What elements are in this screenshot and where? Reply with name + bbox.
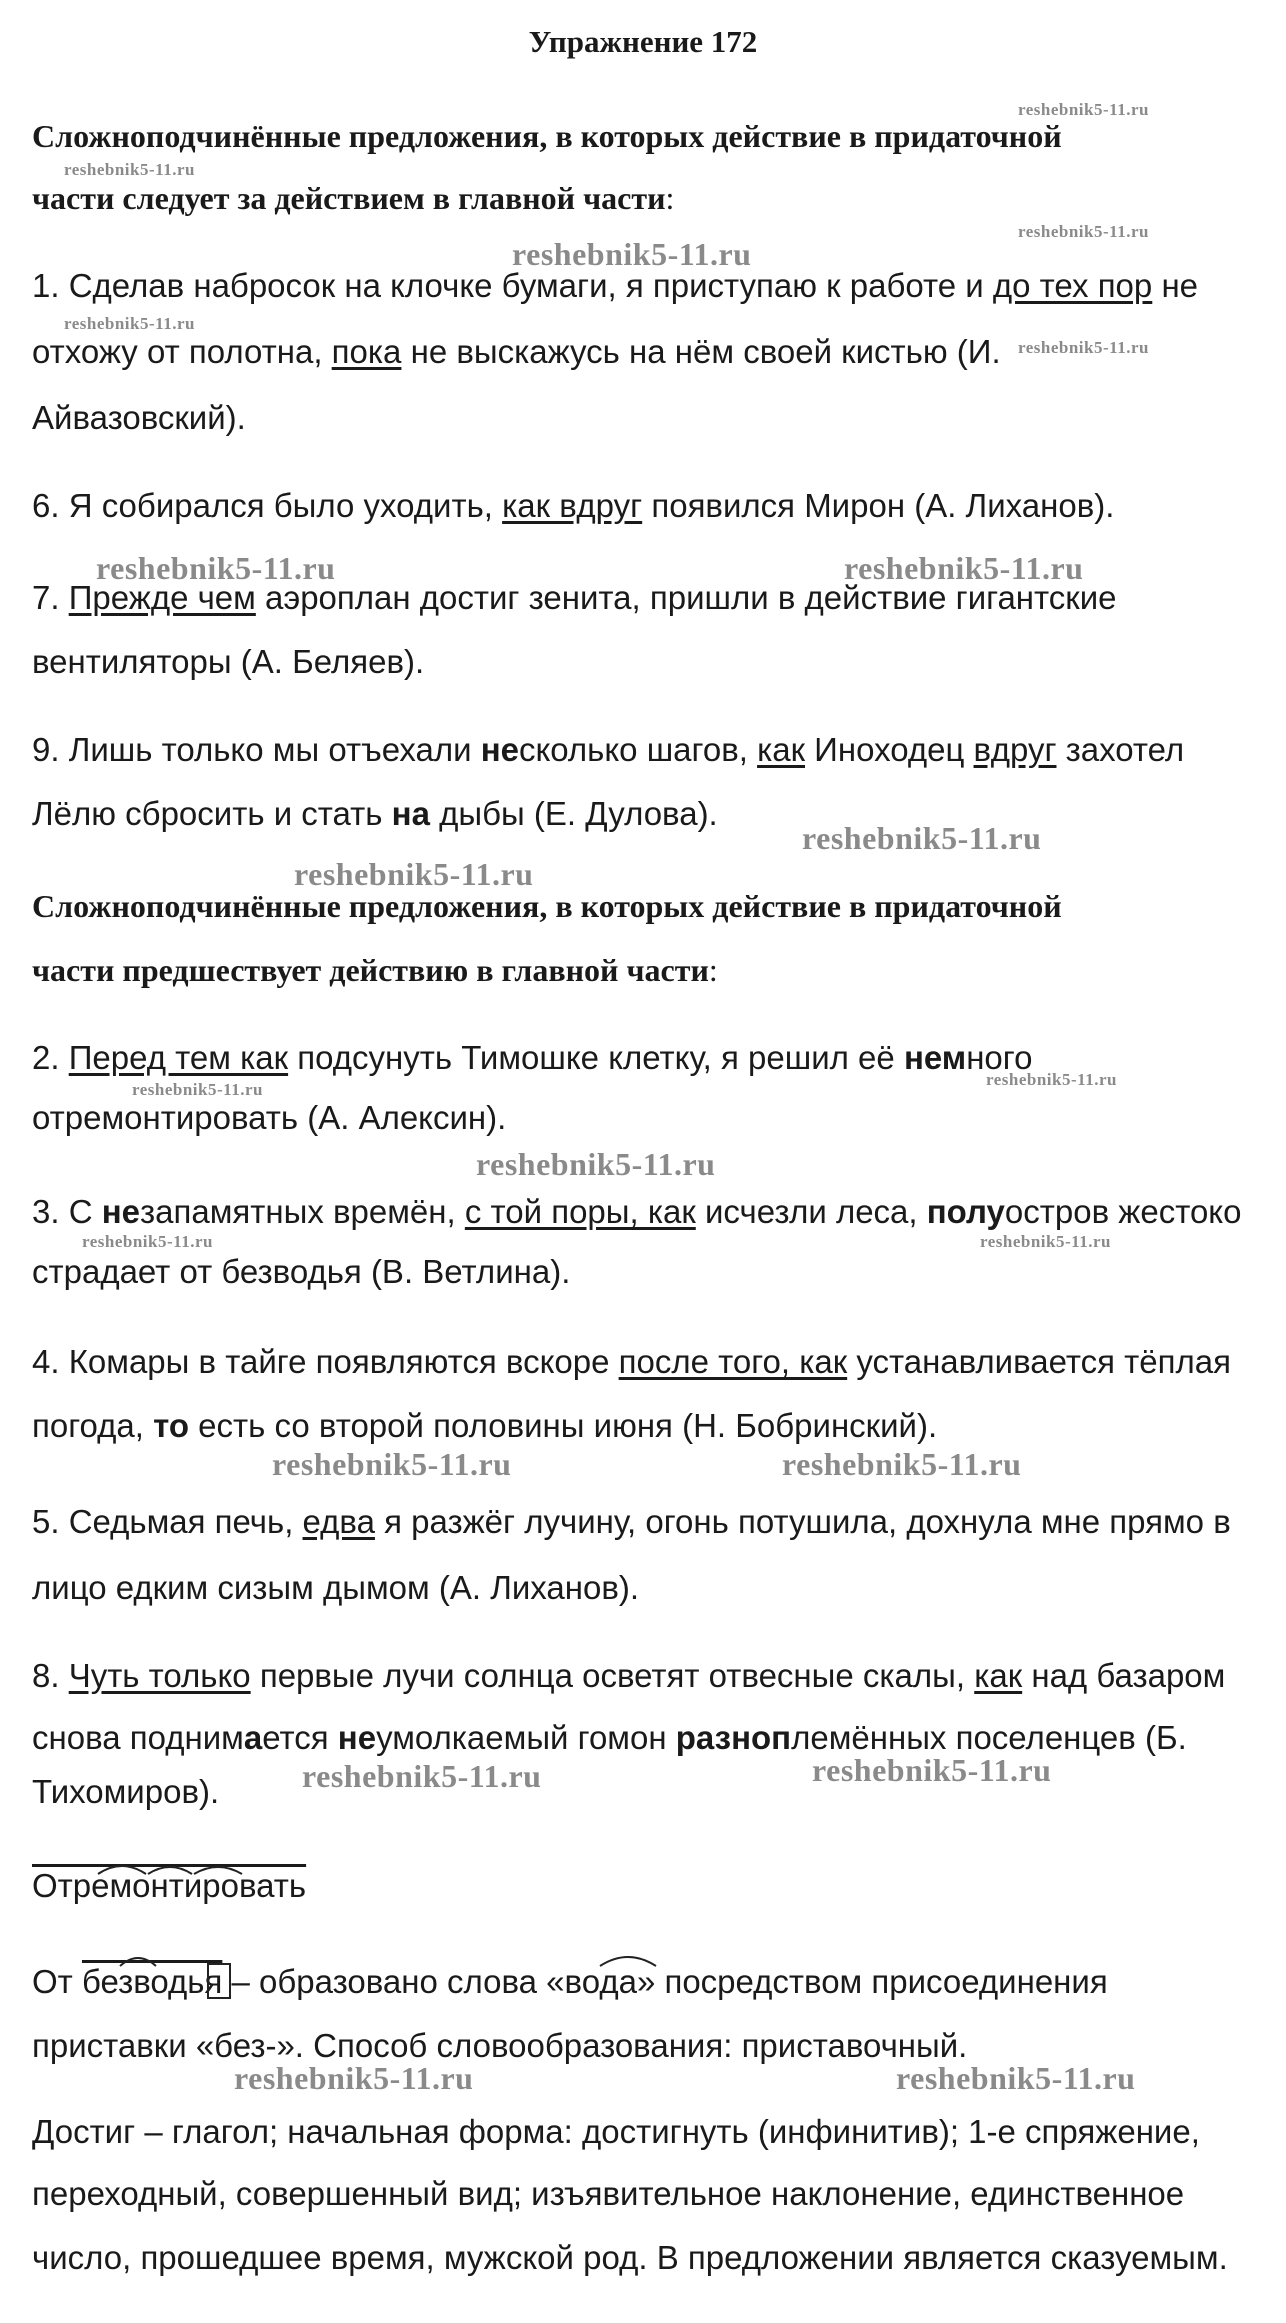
bold-text: не bbox=[101, 1193, 140, 1230]
text: 4. Комары в тайге появляются вскоре bbox=[32, 1343, 619, 1380]
text: 3. С bbox=[32, 1193, 102, 1230]
sentence-1-line2 bbox=[32, 332, 1001, 372]
sentence-9-line2 bbox=[32, 794, 718, 834]
conjunction: пока bbox=[331, 333, 402, 370]
watermark: reshebnik5-11.ru bbox=[96, 550, 336, 586]
sentence-7-line1 bbox=[32, 578, 1117, 618]
text: 1. Сделав набросок на клочке бумаги, я приступаю к работе и bbox=[32, 267, 993, 304]
watermark: reshebnik5-11.ru bbox=[812, 1752, 1052, 1788]
bezvodya-line1 bbox=[32, 1962, 1108, 2002]
watermark: reshebnik5-11.ru bbox=[302, 1758, 542, 1794]
section2-heading-line2 bbox=[32, 950, 718, 990]
text: подсунуть Тимошке клетку, я решил её bbox=[288, 1039, 904, 1076]
watermark: reshebnik5-11.ru bbox=[294, 856, 534, 892]
watermark: reshebnik5-11.ru bbox=[896, 2060, 1136, 2096]
watermark: reshebnik5-11.ru bbox=[512, 236, 752, 272]
text: остров жестоко bbox=[1004, 1193, 1242, 1230]
text: аэроплан достиг зенита, пришли в действие гигантские bbox=[255, 579, 1117, 616]
bold-text: а bbox=[243, 1719, 263, 1756]
sentence-8-line2 bbox=[32, 1718, 1187, 1758]
text: лемённых поселенцев (Б. bbox=[791, 1719, 1187, 1756]
conjunction: после того, как bbox=[618, 1343, 848, 1380]
analyzed-word: Отремонтировать bbox=[32, 1867, 307, 1904]
section2-heading-colon: : bbox=[708, 952, 718, 988]
sentence-5-line2: лицо едким сизым дымом (А. Лиханов). bbox=[32, 1569, 640, 1606]
text: 9. Лишь только мы отъехали bbox=[32, 731, 481, 768]
bold-text: на bbox=[391, 795, 430, 832]
text: умолкаемый гомон bbox=[376, 1719, 676, 1756]
section1-heading-line2 bbox=[32, 178, 674, 218]
watermark: reshebnik5-11.ru bbox=[802, 820, 1042, 856]
text: Иноходец bbox=[805, 731, 974, 768]
analyzed-word: безводья bbox=[81, 1963, 223, 2000]
text: исчезли леса, bbox=[695, 1193, 927, 1230]
sentence-9-line1 bbox=[32, 730, 1184, 770]
dostig-line2: переходный, совершенный вид; изъявительное наклонение, единственное bbox=[32, 2175, 1185, 2212]
watermark: reshebnik5-11.ru bbox=[782, 1446, 1022, 1482]
text: погода, bbox=[32, 1407, 154, 1444]
watermark: reshebnik5-11.ru bbox=[1018, 338, 1149, 357]
conjunction: Перед тем как bbox=[68, 1039, 289, 1076]
watermark: reshebnik5-11.ru bbox=[476, 1146, 716, 1182]
bold-text: не bbox=[337, 1719, 377, 1756]
sentence-8-line1 bbox=[32, 1656, 1225, 1696]
section2-heading-line1: Сложноподчинённые предложения, в которых действие в придаточной bbox=[32, 888, 1062, 924]
watermark: reshebnik5-11.ru bbox=[1018, 100, 1149, 119]
text: » посредством присоединения bbox=[636, 1963, 1108, 2000]
text: – образовано слова « bbox=[222, 1963, 565, 2000]
conjunction: Чуть только bbox=[68, 1657, 251, 1694]
source-word: вода bbox=[564, 1963, 637, 2000]
sentence-8-line3: Тихомиров). bbox=[32, 1773, 220, 1810]
sentence-3-line1 bbox=[32, 1192, 1241, 1232]
text: Лёлю сбросить и стать bbox=[32, 795, 392, 832]
sentence-6 bbox=[32, 486, 1114, 526]
watermark: reshebnik5-11.ru bbox=[64, 314, 195, 333]
text: не bbox=[1152, 267, 1199, 304]
section1-heading-text: части следует за действием в главной части bbox=[32, 180, 666, 216]
text: 8. bbox=[32, 1657, 69, 1694]
text: захотел bbox=[1056, 731, 1185, 768]
conjunction: Прежде чем bbox=[68, 579, 256, 616]
page-title: Упражнение 172 bbox=[528, 24, 758, 59]
text: 7. bbox=[32, 579, 69, 616]
watermark: reshebnik5-11.ru bbox=[1018, 222, 1149, 241]
section1-heading-colon: : bbox=[665, 180, 675, 216]
text: От bbox=[32, 1963, 82, 2000]
bold-text: разноп bbox=[675, 1719, 792, 1756]
watermark: reshebnik5-11.ru bbox=[272, 1446, 512, 1482]
text: снова подним bbox=[32, 1719, 244, 1756]
text: не выскажусь на нём своей кистью (И. bbox=[401, 333, 1001, 370]
sentence-7-line2: вентиляторы (А. Беляев). bbox=[32, 643, 425, 680]
text: запамятных времён, bbox=[140, 1193, 465, 1230]
dostig-line3: число, прошедшее время, мужской род. В предложении является сказуемым. bbox=[32, 2239, 1228, 2276]
conjunction: как bbox=[757, 731, 806, 768]
bold-text: нем bbox=[903, 1039, 967, 1076]
conjunction: едва bbox=[302, 1503, 375, 1540]
conjunction: до тех пор bbox=[992, 267, 1153, 304]
text: ется bbox=[262, 1719, 338, 1756]
sentence-4-line1 bbox=[32, 1342, 1231, 1382]
bezvodya-line2: приставки «без-». Способ словообразования: приставочный. bbox=[32, 2027, 968, 2064]
section1-heading-line1: Сложноподчинённые предложения, в которых действие в придаточной bbox=[32, 118, 1062, 154]
text: над базаром bbox=[1022, 1657, 1226, 1694]
text: сколько шагов, bbox=[518, 731, 758, 768]
conjunction: как вдруг bbox=[502, 487, 643, 524]
watermark: reshebnik5-11.ru bbox=[844, 550, 1084, 586]
text: 6. Я собирался было уходить, bbox=[32, 487, 503, 524]
conjunction: как bbox=[974, 1657, 1023, 1694]
sentence-2-line1 bbox=[32, 1038, 1032, 1078]
watermark: reshebnik5-11.ru bbox=[234, 2060, 474, 2096]
bold-text: полу bbox=[926, 1193, 1005, 1230]
text: ного bbox=[966, 1039, 1033, 1076]
text: 2. bbox=[32, 1039, 69, 1076]
watermark: reshebnik5-11.ru bbox=[980, 1232, 1111, 1251]
text: есть со второй половины июня (Н. Бобринский). bbox=[189, 1407, 938, 1444]
text: первые лучи солнца осветят отвесные скалы, bbox=[250, 1657, 975, 1694]
text: появился Мирон (А. Лиханов). bbox=[642, 487, 1115, 524]
bold-text: то bbox=[153, 1407, 189, 1444]
watermark: reshebnik5-11.ru bbox=[64, 160, 195, 179]
bold-text: не bbox=[480, 731, 519, 768]
sentence-3-line2: страдает от безводья (В. Ветлина). bbox=[32, 1253, 571, 1290]
watermark: reshebnik5-11.ru bbox=[986, 1070, 1117, 1089]
text: 5. Седьмая печь, bbox=[32, 1503, 303, 1540]
dostig-line1: Достиг – глагол; начальная форма: достигнуть (инфинитив); 1-е спряжение, bbox=[32, 2113, 1200, 2150]
text: отхожу от полотна, bbox=[32, 333, 332, 370]
sentence-2-line2: отремонтировать (А. Алексин). bbox=[32, 1099, 507, 1136]
section2-heading-text: части предшествует действию в главной части bbox=[32, 952, 709, 988]
text: я разжёг лучину, огонь потушила, дохнула мне прямо в bbox=[374, 1503, 1231, 1540]
conjunction: с той поры, как bbox=[464, 1193, 696, 1230]
sentence-1-line3: Айвазовский). bbox=[32, 399, 246, 436]
text: устанавливается тёплая bbox=[847, 1343, 1231, 1380]
text: дыбы (Е. Дулова). bbox=[429, 795, 718, 832]
watermark: reshebnik5-11.ru bbox=[82, 1232, 213, 1251]
conjunction: вдруг bbox=[973, 731, 1057, 768]
sentence-1-line1 bbox=[32, 266, 1198, 306]
sentence-4-line2 bbox=[32, 1406, 937, 1446]
watermark: reshebnik5-11.ru bbox=[132, 1080, 263, 1099]
sentence-5-line1 bbox=[32, 1502, 1231, 1542]
morpheme-analysis-word bbox=[32, 1866, 306, 1906]
